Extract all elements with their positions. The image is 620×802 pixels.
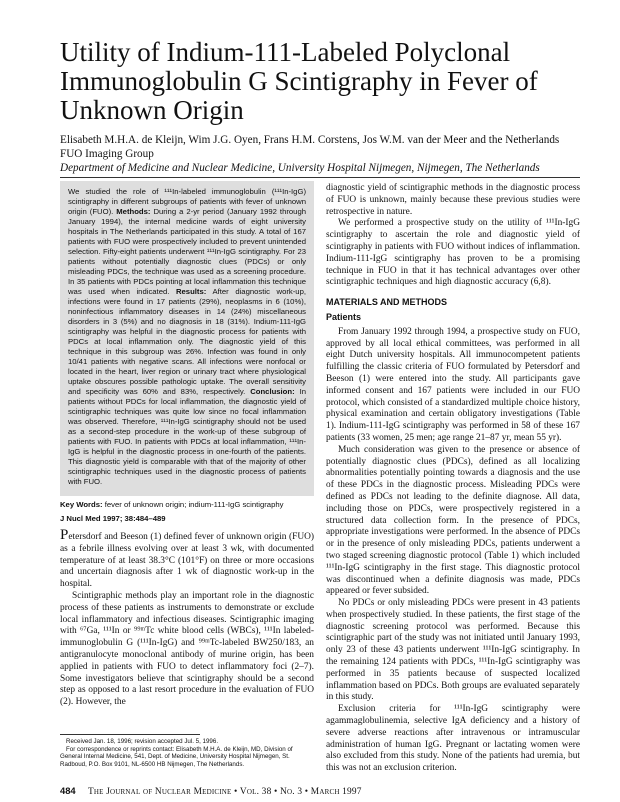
- drop-cap: P: [60, 527, 69, 543]
- section-heading: MATERIALS AND METHODS: [326, 297, 447, 308]
- header-divider: [60, 177, 580, 178]
- abstract-results-label: Results:: [175, 287, 207, 296]
- subsection-heading: Patients: [326, 311, 362, 322]
- intro-text: etersdorf and Beeson (1) defined fever of unknown origin (FUO) as a febrile illness evolving over at least 3 wk, with documented temperature of at least 38.3°C (101°F) on three or more occasions and uncertain diagnosis after 1 wk of diagnostic work-up in the hospital.: [60, 532, 314, 590]
- abstract-intro: We studied the role of ¹¹¹In-labeled immunoglobulin (¹¹¹In-IgG) scintigraphy in different subgroups of patients with fever of unknown origin (FUO).: [68, 187, 306, 216]
- received-note: Received Jan. 18, 1996; revision accepted Jul. 5, 1996.: [66, 738, 219, 745]
- keywords-label: Key Words:: [60, 500, 103, 509]
- page-number: 484: [60, 785, 76, 796]
- left-column-body: [60, 527, 314, 709]
- author-list: Elisabeth M.H.A. de Kleijn, Wim J.G. Oyen, Frans H.M. Corstens, Jos W.M. van der Meer and the Netherlands FUO Imaging Group: [60, 134, 560, 160]
- affiliation: Department of Medicine and Nuclear Medicine, University Hospital Nijmegen, Nijmegen, The Netherlands: [60, 162, 540, 174]
- title-line-2: Immunoglobulin G Scintigraphy in Fever of: [60, 66, 538, 96]
- body-paragraph: Exclusion criteria for ¹¹¹In-IgG scintigraphy were agammaglobulinemia, selective IgA deficiency and a history of severe adverse reactions after intravenous or intramuscular administration of human IgG. Pregnant or lactating women were also excluded from this study. None of the patients had uremia, but this was not an exclusion criterion.: [326, 704, 580, 774]
- intro-paragraph: [60, 527, 314, 591]
- right-column-body: [326, 183, 580, 775]
- journal-citation: J Nucl Med 1997; 38:484–489: [60, 514, 166, 523]
- footnotes: [60, 738, 314, 768]
- abstract-conclusion-label: Conclusion:: [250, 387, 295, 396]
- body-paragraph: diagnostic yield of scintigraphic methods in the diagnostic process of FUO is unknown, mainly because these previous studies were retrospective in nature.: [326, 183, 580, 217]
- page-footer: [60, 785, 580, 798]
- title-line-1: Utility of Indium-111-Labeled Polyclonal: [60, 37, 511, 67]
- body-paragraph: Much consideration was given to the presence or absence of potentially diagnostic clues (PDCs), defined as all localizing abnormalities potentially pointing towards a diagnosis and the use of these PDCs in the diagnostic process. Misleading PDCs were defined as PDCs not leading to the definite diagnose. All data, including those on PDCs, were prospectively registered in a structured data collection form. In the presence of PDCs, appropriate investigations were performed. In the absence of PDCs or in the presence of only misleading PDCs, patients underwent a two staged screening diagnostic protocol (Table 1) which included ¹¹¹In-IgG scintigraphy in the first stage. This diagnostic protocol was discontinued when a definite diagnosis was made, PDCs appeared or fever subsided.: [326, 444, 580, 597]
- abstract-methods: During a 2-yr period (January 1992 through January 1994), the internal medicine wards of eight university hospitals in The Netherlands participated in this study. A total of 167 patients with FUO were prospectively included to prevent unintended selection. Fifty-eight patients underwent ¹¹¹In-IgG scintigraphy. For 23 patients without potentially diagnostic clues (PDCs) or only misleading PDCs, the technique was used as a screening procedure. In 35 patients with PDCs pointing at local inflammation this technique was used when indicated.: [68, 207, 307, 296]
- keywords: [60, 500, 314, 510]
- journal-running-head: The Journal of Nuclear Medicine • Vol. 38 • No. 3 • March 1997: [88, 787, 362, 797]
- keywords-text: fever of unknown origin; indium-111-IgG scintigraphy: [104, 500, 284, 509]
- abstract-results: After diagnostic work-up, infections were found in 17 patients (29%), neoplasms in 6 (10%), noninfectious inflammatory diseases in 14 (24%) miscellaneous disorders in 3 (5%) and no diagnosis in 18 (31%). Indium-111-IgG scintigraphy was helpful in the diagnostic process for patients with PDCs at local inflammation only. The diagnostic yield of this technique in this subgroup was 26%. Infection was found in only 10/41 patients with negative scans. All infections were nonfocal or located in the heart, liver region or urinary tract where physiological uptake obscures possible pathologic uptake. The overall sensitivity and specificity was 60% and 83%, respectively.: [68, 287, 306, 396]
- title-line-3: Unknown Origin: [60, 95, 244, 125]
- abstract-methods-label: Methods:: [116, 207, 151, 216]
- body-paragraph: From January 1992 through 1994, a prospective study on FUO, approved by all local ethical committees, was performed in all eight Dutch university hospitals. All immunocompetent patients fulfilling the classic criteria of FUO formulated by Petersdorf and Beeson (1) were entered into the study. All participants gave informed consent and 167 patients were included in our FUO protocol, which consisted of a standardized multiple choice history, physical examination and certain obligatory investigations (Table 1). Indium-111-IgG scintigraphy was performed in 58 of these 167 patients (33 women, 25 men; age range 21–87 yr, mean 55 yr).: [326, 326, 580, 443]
- body-paragraph: Scintigraphic methods play an important role in the diagnostic process of these patients as instruments to demonstrate or exclude local inflammatory and infectious diseases. Scintigraphic imaging with ⁶⁷Ga, ¹¹¹In or ⁹⁹ᵐTc white blood cells (WBCs), ¹¹¹In labeled-immunoglobulin G (¹¹¹In-IgG) and ⁹⁹ᵐTc-labeled BW250/183, an antigranulocyte monoclonal antibody of murine origin, has been applied in patients with FUO to detect inflammatory foci (2–7). Some investigators believe that scintigraphy should be a second step as opposed to a last resort procedure in the evaluation of FUO (2). However, the: [60, 590, 314, 708]
- body-paragraph: No PDCs or only misleading PDCs were present in 43 patients when prospectively studied. In these patients, the first stage of the diagnostic screening protocol was performed. Because this scintigraphic part of the study was not initiated until January 1993, only 23 of these 43 patients underwent ¹¹¹In-IgG scintigraphy. In the remaining 124 patients with PDCs, ¹¹¹In-IgG scintigraphy was performed in 35 patients because of suspected localized inflammation based on PDCs. Both groups are evaluated separately in this study.: [326, 598, 580, 703]
- correspondence-note: For correspondence or reprints contact: Elisabeth M.H.A. de Kleijn, MD, Division of General Internal Medicine, 541, Dept. of Medicine, University Hospital Nijmegen, St. Radboud, P.O. Box 9101, NL-6500 HB Nijmegen, The Netherlands.: [60, 745, 293, 768]
- abstract-box: [60, 181, 314, 496]
- body-paragraph: We performed a prospective study on the utility of ¹¹¹In-IgG scintigraphy to ascertain the role and diagnostic yield of scintigraphy in patients with FUO without indices of inflammation. Indium-111-IgG scintigraphy has proven to be a promising technique in FUO in that it has technical advantages over other scintigraphic techniques and high diagnostic accuracy (6,8).: [326, 218, 580, 288]
- abstract-conclusion: In patients without PDCs for local inflammation, the diagnostic yield of scintigraphic techniques was quite low since no focal inflammation was observed. Therefore, ¹¹¹In-IgG scintigraphy should not be used as a second-step procedure in the work-up of these subgroup of patients with FUO. In patients with PDCs at local inflammation, ¹¹¹In-IgG is helpful in the diagnostic process in one-fourth of the patients. This diagnostic yield is comparable with that of the majority of other scintigraphic techniques used in the diagnostic process of patients with FUO.: [68, 387, 306, 486]
- article-title: [60, 38, 580, 125]
- footnote-divider: [60, 734, 200, 735]
